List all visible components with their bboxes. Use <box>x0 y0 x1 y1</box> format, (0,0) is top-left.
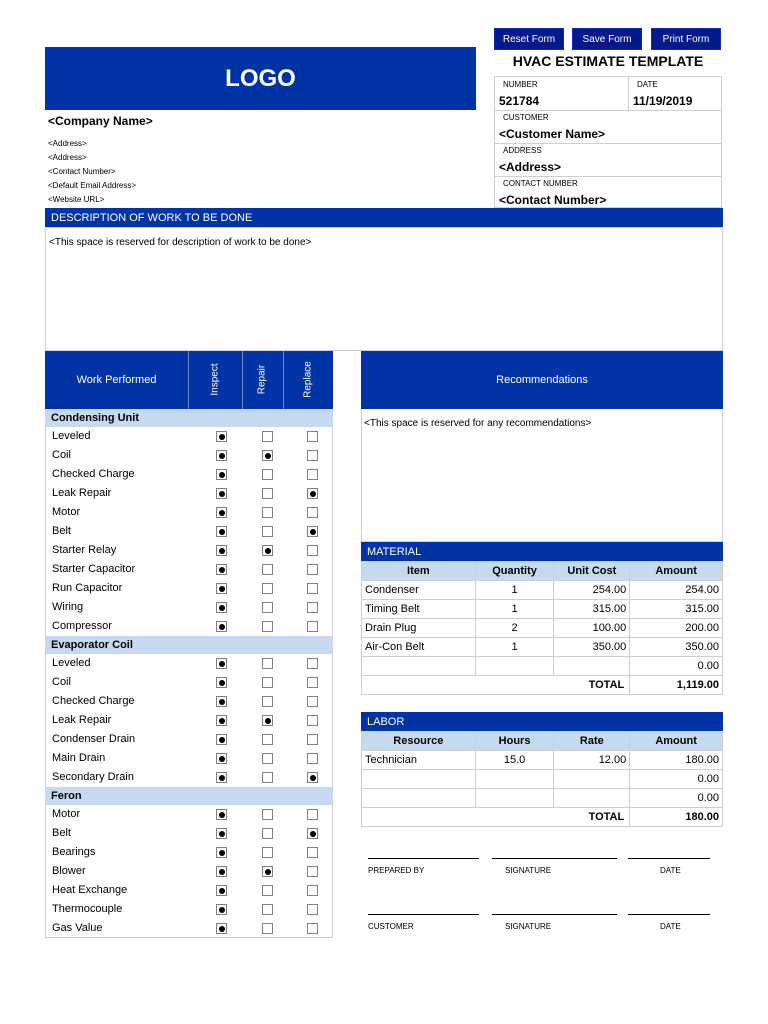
checkbox-inspect[interactable] <box>216 809 227 820</box>
labor-total-row <box>362 808 723 827</box>
labor-col-resource: Resource <box>362 732 476 751</box>
checkbox-inspect[interactable] <box>216 526 227 537</box>
checkbox-repair[interactable] <box>262 828 273 839</box>
checkbox-replace[interactable] <box>307 526 318 537</box>
material-total-row <box>362 676 723 695</box>
labor-cell[interactable]: 0.00 <box>630 789 723 808</box>
checkbox-inspect[interactable] <box>216 696 227 707</box>
work-item-label: Leveled <box>52 657 91 669</box>
material-row <box>362 657 723 676</box>
work-item-row <box>45 673 333 692</box>
checkbox-repair[interactable] <box>262 545 273 556</box>
work-item-label: Leak Repair <box>52 487 112 499</box>
material-col-quantity: Quantity <box>475 562 554 581</box>
material-row <box>362 619 723 638</box>
material-cell[interactable]: 254.00 <box>554 581 630 600</box>
labor-col-rate: Rate <box>554 732 630 751</box>
checkbox-replace[interactable] <box>307 866 318 877</box>
work-item-label: Motor <box>52 506 81 518</box>
checkbox-inspect[interactable] <box>216 904 227 915</box>
recommendations-text: <This space is reserved for any recommendations> <box>364 418 592 429</box>
signature-label-1: SIGNATURE <box>505 866 552 875</box>
checkbox-replace[interactable] <box>307 583 318 594</box>
checkbox-repair[interactable] <box>262 602 273 613</box>
checkbox-replace[interactable] <box>307 847 318 858</box>
estimate-number[interactable]: 521784 <box>499 94 540 108</box>
labor-row <box>362 789 723 808</box>
material-total-value: 1,119.00 <box>630 676 723 695</box>
checkbox-inspect[interactable] <box>216 885 227 896</box>
checkbox-inspect[interactable] <box>216 621 227 632</box>
checkbox-replace[interactable] <box>307 677 318 688</box>
company-logo: LOGO <box>45 47 476 110</box>
checkbox-repair[interactable] <box>262 658 273 669</box>
checkbox-replace[interactable] <box>307 507 318 518</box>
work-item-label: Gas Value <box>52 922 103 934</box>
work-item-row <box>45 541 333 560</box>
checkbox-inspect[interactable] <box>216 923 227 934</box>
checkbox-repair[interactable] <box>262 621 273 632</box>
checkbox-replace[interactable] <box>307 488 318 499</box>
checkbox-replace[interactable] <box>307 602 318 613</box>
checkbox-replace[interactable] <box>307 734 318 745</box>
checkbox-inspect[interactable] <box>216 450 227 461</box>
work-item-row <box>45 843 333 862</box>
section-header: Evaporator Coil <box>45 636 333 654</box>
estimate-date[interactable]: 11/19/2019 <box>633 94 693 108</box>
work-item-row <box>45 560 333 579</box>
date-label: DATE <box>637 80 658 89</box>
template-title: HVAC ESTIMATE TEMPLATE <box>512 53 704 69</box>
column-repair: Repair <box>256 364 268 395</box>
checkbox-inspect[interactable] <box>216 866 227 877</box>
checkbox-repair[interactable] <box>262 847 273 858</box>
print-form-button[interactable]: Print Form <box>651 28 721 50</box>
work-item-row <box>45 503 333 522</box>
checkbox-replace[interactable] <box>307 904 318 915</box>
contact-label: CONTACT NUMBER <box>503 179 578 188</box>
material-cell[interactable]: 315.00 <box>554 600 630 619</box>
material-row <box>362 638 723 657</box>
material-cell[interactable]: 350.00 <box>630 638 723 657</box>
material-cell[interactable]: 1 <box>475 600 554 619</box>
material-table <box>361 561 723 695</box>
work-item-label: Starter Capacitor <box>52 563 136 575</box>
signature-label-2: SIGNATURE <box>505 922 552 931</box>
labor-cell[interactable] <box>554 789 630 808</box>
work-item-row <box>45 749 333 768</box>
address-label: ADDRESS <box>503 146 542 155</box>
work-item-label: Run Capacitor <box>52 582 123 594</box>
checkbox-replace[interactable] <box>307 772 318 783</box>
work-item-row <box>45 484 333 503</box>
labor-cell[interactable]: Technician <box>362 751 476 770</box>
work-item-row <box>45 824 333 843</box>
work-item-label: Condenser Drain <box>52 733 136 745</box>
checkbox-inspect[interactable] <box>216 583 227 594</box>
checkbox-repair[interactable] <box>262 677 273 688</box>
work-item-label: Coil <box>52 676 71 688</box>
checkbox-replace[interactable] <box>307 621 318 632</box>
checkbox-inspect[interactable] <box>216 828 227 839</box>
work-item-row <box>45 711 333 730</box>
work-performed-header <box>45 351 333 409</box>
checkbox-repair[interactable] <box>262 507 273 518</box>
date-line-2[interactable] <box>628 914 710 915</box>
column-inspect: Inspect <box>209 363 221 396</box>
work-item-row <box>45 446 333 465</box>
material-row <box>362 600 723 619</box>
work-item-row <box>45 692 333 711</box>
labor-cell[interactable] <box>475 789 554 808</box>
labor-cell[interactable] <box>362 789 476 808</box>
work-item-row <box>45 654 333 673</box>
checkbox-replace[interactable] <box>307 715 318 726</box>
work-item-label: Bearings <box>52 846 96 858</box>
labor-cell[interactable] <box>475 770 554 789</box>
number-label: NUMBER <box>503 80 538 89</box>
description-text: <This space is reserved for description of work to be done> <box>49 237 312 248</box>
checkbox-replace[interactable] <box>307 696 318 707</box>
material-cell[interactable]: 1 <box>475 638 554 657</box>
checkbox-repair[interactable] <box>262 885 273 896</box>
work-item-label: Main Drain <box>52 752 106 764</box>
company-contact: <Contact Number> <box>48 167 116 176</box>
checkbox-replace[interactable] <box>307 809 318 820</box>
work-item-label: Thermocouple <box>52 903 123 915</box>
description-box[interactable] <box>45 227 723 351</box>
checkbox-replace[interactable] <box>307 828 318 839</box>
work-item-label: Belt <box>52 827 71 839</box>
labor-row <box>362 770 723 789</box>
work-item-row <box>45 862 333 881</box>
work-item-label: Leveled <box>52 430 91 442</box>
customer-address[interactable]: <Address> <box>499 160 562 174</box>
checkbox-repair[interactable] <box>262 923 273 934</box>
labor-row <box>362 751 723 770</box>
checkbox-repair[interactable] <box>262 696 273 707</box>
checkbox-repair[interactable] <box>262 715 273 726</box>
checkbox-replace[interactable] <box>307 545 318 556</box>
customer-sign-line[interactable] <box>368 914 479 915</box>
work-item-label: Starter Relay <box>52 544 117 556</box>
customer-label: CUSTOMER <box>503 113 549 122</box>
labor-total-value: 180.00 <box>630 808 723 827</box>
checkbox-repair[interactable] <box>262 564 273 575</box>
checkbox-repair[interactable] <box>262 753 273 764</box>
work-item-label: Heat Exchange <box>52 884 128 896</box>
labor-cell[interactable]: 180.00 <box>630 751 723 770</box>
column-replace: Replace <box>302 361 314 398</box>
customer-name[interactable]: <Customer Name> <box>499 127 606 141</box>
work-item-row <box>45 768 333 787</box>
material-total-label: TOTAL <box>362 676 630 695</box>
material-cell[interactable]: 1 <box>475 581 554 600</box>
labor-cell[interactable] <box>362 770 476 789</box>
checkbox-inspect[interactable] <box>216 488 227 499</box>
material-cell[interactable] <box>475 657 554 676</box>
checkbox-inspect[interactable] <box>216 469 227 480</box>
labor-cell[interactable] <box>554 770 630 789</box>
labor-header: LABOR <box>361 712 723 731</box>
estimate-info-box <box>494 76 722 208</box>
work-item-label: Compressor <box>52 620 112 632</box>
checkbox-repair[interactable] <box>262 904 273 915</box>
checkbox-replace[interactable] <box>307 753 318 764</box>
checkbox-repair[interactable] <box>262 772 273 783</box>
labor-cell[interactable]: 0.00 <box>630 770 723 789</box>
material-cell[interactable]: 0.00 <box>630 657 723 676</box>
work-item-label: Checked Charge <box>52 695 135 707</box>
labor-total-label: TOTAL <box>362 808 630 827</box>
work-item-row <box>45 900 333 919</box>
checkbox-inspect[interactable] <box>216 658 227 669</box>
prepared-by-label: PREPARED BY <box>368 866 425 875</box>
material-cell[interactable]: Air-Con Belt <box>362 638 476 657</box>
work-item-label: Blower <box>52 865 86 877</box>
checkbox-replace[interactable] <box>307 431 318 442</box>
checkbox-replace[interactable] <box>307 450 318 461</box>
work-item-row <box>45 919 333 938</box>
material-row <box>362 581 723 600</box>
work-item-row <box>45 465 333 484</box>
reset-form-button[interactable]: Reset Form <box>494 28 564 50</box>
work-item-row <box>45 579 333 598</box>
description-header: DESCRIPTION OF WORK TO BE DONE <box>45 208 723 227</box>
checkbox-inspect[interactable] <box>216 564 227 575</box>
material-col-unit-cost: Unit Cost <box>554 562 630 581</box>
checkbox-repair[interactable] <box>262 526 273 537</box>
work-item-label: Checked Charge <box>52 468 135 480</box>
checkbox-replace[interactable] <box>307 564 318 575</box>
work-item-row <box>45 881 333 900</box>
company-name: <Company Name> <box>48 114 153 128</box>
checkbox-replace[interactable] <box>307 658 318 669</box>
labor-col-amount: Amount <box>630 732 723 751</box>
checkbox-repair[interactable] <box>262 469 273 480</box>
labor-col-hours: Hours <box>475 732 554 751</box>
customer-contact[interactable]: <Contact Number> <box>499 193 607 207</box>
work-item-label: Leak Repair <box>52 714 112 726</box>
work-item-row <box>45 730 333 749</box>
checkbox-inspect[interactable] <box>216 715 227 726</box>
checkbox-repair[interactable] <box>262 583 273 594</box>
checkbox-inspect[interactable] <box>216 772 227 783</box>
checkbox-inspect[interactable] <box>216 734 227 745</box>
work-item-label: Motor <box>52 808 81 820</box>
company-email: <Default Email Address> <box>48 181 137 190</box>
recommendations-header: Recommendations <box>361 351 723 409</box>
material-cell[interactable] <box>362 657 476 676</box>
checkbox-inspect[interactable] <box>216 602 227 613</box>
company-website: <Website URL> <box>48 195 105 204</box>
checkbox-inspect[interactable] <box>216 677 227 688</box>
work-performed-title: Work Performed <box>76 374 157 386</box>
work-item-row <box>45 598 333 617</box>
section-header: Feron <box>45 787 333 805</box>
signature-line-2[interactable] <box>492 914 617 915</box>
work-item-label: Secondary Drain <box>52 771 134 783</box>
material-cell[interactable]: 2 <box>475 619 554 638</box>
checkbox-repair[interactable] <box>262 734 273 745</box>
recommendations-box[interactable] <box>361 409 723 542</box>
prepared-by-line[interactable] <box>368 858 479 859</box>
checkbox-inspect[interactable] <box>216 431 227 442</box>
material-cell[interactable]: 200.00 <box>630 619 723 638</box>
material-col-amount: Amount <box>630 562 723 581</box>
labor-cell[interactable]: 15.0 <box>475 751 554 770</box>
date-label-1: DATE <box>660 866 681 875</box>
save-form-button[interactable]: Save Form <box>572 28 642 50</box>
checkbox-repair[interactable] <box>262 431 273 442</box>
material-cell[interactable]: 350.00 <box>554 638 630 657</box>
labor-table <box>361 731 723 827</box>
date-line-1[interactable] <box>628 858 710 859</box>
work-item-row <box>45 427 333 446</box>
checkbox-repair[interactable] <box>262 809 273 820</box>
checkbox-repair[interactable] <box>262 450 273 461</box>
checkbox-replace[interactable] <box>307 885 318 896</box>
material-cell[interactable]: Timing Belt <box>362 600 476 619</box>
checkbox-replace[interactable] <box>307 923 318 934</box>
material-cell[interactable]: 254.00 <box>630 581 723 600</box>
material-cell[interactable]: Drain Plug <box>362 619 476 638</box>
section-header: Condensing Unit <box>45 409 333 427</box>
signature-line-1[interactable] <box>492 858 617 859</box>
material-header: MATERIAL <box>361 542 723 561</box>
checkbox-inspect[interactable] <box>216 847 227 858</box>
checkbox-repair[interactable] <box>262 866 273 877</box>
material-cell[interactable]: Condenser <box>362 581 476 600</box>
material-cell[interactable]: 100.00 <box>554 619 630 638</box>
checkbox-replace[interactable] <box>307 469 318 480</box>
work-item-row <box>45 617 333 636</box>
checkbox-inspect[interactable] <box>216 507 227 518</box>
company-address-1: <Address> <box>48 139 87 148</box>
material-col-item: Item <box>362 562 476 581</box>
company-address-2: <Address> <box>48 153 87 162</box>
customer-sign-label: CUSTOMER <box>368 922 414 931</box>
checkbox-inspect[interactable] <box>216 545 227 556</box>
material-cell[interactable] <box>554 657 630 676</box>
checkbox-repair[interactable] <box>262 488 273 499</box>
material-cell[interactable]: 315.00 <box>630 600 723 619</box>
checkbox-inspect[interactable] <box>216 753 227 764</box>
work-item-row <box>45 522 333 541</box>
labor-cell[interactable]: 12.00 <box>554 751 630 770</box>
date-label-2: DATE <box>660 922 681 931</box>
work-item-label: Wiring <box>52 601 84 613</box>
work-item-label: Coil <box>52 449 71 461</box>
work-item-row <box>45 805 333 824</box>
work-item-label: Belt <box>52 525 71 537</box>
